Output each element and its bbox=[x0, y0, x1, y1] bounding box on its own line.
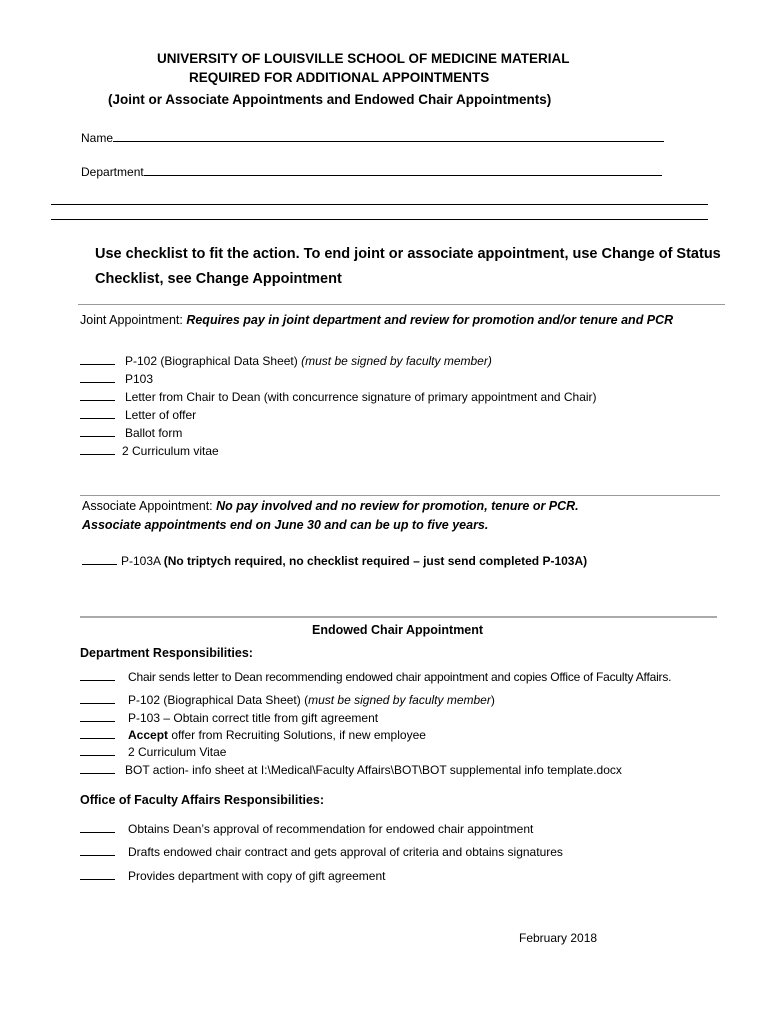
divider-double-top bbox=[51, 204, 708, 205]
checkbox-line[interactable] bbox=[80, 443, 115, 455]
joint-item-text: P103 bbox=[125, 372, 154, 386]
instructions-line-2: Checklist, see Change Appointment bbox=[95, 271, 342, 287]
header-line-2: REQUIRED FOR ADDITIONAL APPOINTMENTS bbox=[189, 70, 490, 85]
department-item-text: 2 Curriculum Vitae bbox=[128, 745, 227, 759]
checkbox-line[interactable] bbox=[80, 371, 115, 383]
instructions-line-1: Use checklist to fit the action. To end joint or associate appointment, use Change of Status bbox=[95, 246, 721, 262]
ofa-item[interactable] bbox=[80, 844, 563, 859]
associate-heading-line-2: Associate appointments end on June 30 and can be up to five years. bbox=[82, 518, 489, 532]
checkbox-line[interactable] bbox=[80, 692, 115, 704]
department-item[interactable] bbox=[80, 744, 226, 759]
divider-joint bbox=[78, 304, 725, 305]
department-field[interactable] bbox=[81, 164, 662, 179]
joint-heading bbox=[80, 313, 673, 327]
department-line bbox=[144, 164, 662, 176]
checkbox-line[interactable] bbox=[80, 844, 115, 856]
department-item-emphasis: Accept bbox=[128, 728, 169, 742]
department-item[interactable] bbox=[80, 710, 378, 725]
ofa-item[interactable] bbox=[80, 821, 533, 836]
ofa-item-text: Obtains Dean’s approval of recommendation for endowed chair appointment bbox=[128, 822, 534, 836]
department-responsibilities-heading: Department Responsibilities: bbox=[80, 646, 253, 660]
checkbox-line[interactable] bbox=[82, 553, 117, 565]
endowed-title: Endowed Chair Appointment bbox=[312, 623, 484, 637]
ofa-item-text: Provides department with copy of gift agreement bbox=[128, 869, 386, 883]
associate-heading-label: Associate Appointment: bbox=[82, 499, 217, 513]
department-item-text: P-103 – Obtain correct title from gift agreement bbox=[128, 711, 379, 725]
joint-item-text: P-102 (Biographical Data Sheet) bbox=[125, 354, 302, 368]
divider-double-bottom bbox=[51, 219, 708, 220]
checkbox-line[interactable] bbox=[80, 669, 115, 681]
department-label: Department bbox=[81, 165, 144, 179]
header-line-1: UNIVERSITY OF LOUISVILLE SCHOOL OF MEDICINE MATERIAL bbox=[157, 51, 570, 66]
checkbox-line[interactable] bbox=[80, 744, 115, 756]
checkbox-line[interactable] bbox=[80, 868, 115, 880]
divider-associate bbox=[80, 495, 720, 496]
joint-item[interactable] bbox=[80, 389, 597, 404]
joint-item-text: Ballot form bbox=[125, 426, 183, 440]
associate-heading-requirement: No pay involved and no review for promotion, tenure or PCR. bbox=[216, 499, 579, 513]
joint-item[interactable] bbox=[80, 407, 196, 422]
department-item[interactable] bbox=[80, 669, 671, 684]
ofa-item[interactable] bbox=[80, 868, 385, 883]
department-item[interactable] bbox=[80, 727, 426, 742]
department-item[interactable]: P-102 (Biographical Data Sheet) (must be signed by faculty member) bbox=[80, 692, 495, 707]
department-item-note: must be signed by faculty member bbox=[308, 693, 491, 707]
checkbox-line[interactable] bbox=[80, 407, 115, 419]
associate-item[interactable] bbox=[82, 553, 587, 568]
checkbox-line[interactable] bbox=[80, 821, 115, 833]
department-item-text: BOT action- info sheet at I:\Medical\Faculty Affairs\BOT\BOT supplemental info template.docx bbox=[125, 763, 622, 777]
joint-item-text: 2 Curriculum vitae bbox=[122, 444, 219, 458]
ofa-responsibilities-heading: Office of Faculty Affairs Responsibilities: bbox=[80, 793, 325, 807]
department-item-text: offer from Recruiting Solutions, if new employee bbox=[168, 728, 426, 742]
checkbox-line[interactable] bbox=[80, 389, 115, 401]
joint-item-text: Letter from Chair to Dean (with concurrence signature of primary appointment and Chair) bbox=[125, 390, 597, 404]
name-label: Name bbox=[81, 131, 114, 145]
joint-item[interactable] bbox=[80, 425, 182, 440]
joint-item[interactable] bbox=[80, 443, 219, 458]
checkbox-line[interactable] bbox=[80, 727, 115, 739]
checkbox-line[interactable] bbox=[80, 710, 115, 722]
joint-heading-requirement: Requires pay in joint department and review for promotion and/or tenure and PCR bbox=[186, 313, 674, 327]
checkbox-line[interactable] bbox=[80, 425, 115, 437]
header-line-3: (Joint or Associate Appointments and Endowed Chair Appointments) bbox=[108, 92, 552, 107]
footer-date: February 2018 bbox=[519, 931, 598, 945]
department-item-text: P-102 (Biographical Data Sheet) ( bbox=[128, 693, 309, 707]
department-item-text: Chair sends letter to Dean recommending endowed chair appointment and copies Office of Faculty Affairs. bbox=[128, 670, 672, 684]
name-line bbox=[113, 130, 664, 142]
associate-item-code: P-103A bbox=[121, 554, 164, 568]
ofa-item-text: Drafts endowed chair contract and gets approval of criteria and obtains signatures bbox=[128, 845, 563, 859]
joint-item[interactable] bbox=[80, 371, 153, 386]
department-item[interactable] bbox=[80, 762, 622, 777]
joint-heading-label: Joint Appointment: bbox=[80, 313, 187, 327]
joint-item-text: Letter of offer bbox=[125, 408, 197, 422]
joint-item[interactable] bbox=[80, 353, 492, 368]
associate-heading bbox=[82, 499, 579, 513]
checkbox-line[interactable] bbox=[80, 353, 115, 365]
divider-endowed bbox=[80, 616, 717, 618]
joint-item-note: (must be signed by faculty member) bbox=[301, 354, 492, 368]
associate-item-note: (No triptych required, no checklist required – just send completed P-103A) bbox=[163, 554, 588, 568]
name-field[interactable] bbox=[81, 130, 664, 145]
checkbox-line[interactable] bbox=[80, 762, 115, 774]
